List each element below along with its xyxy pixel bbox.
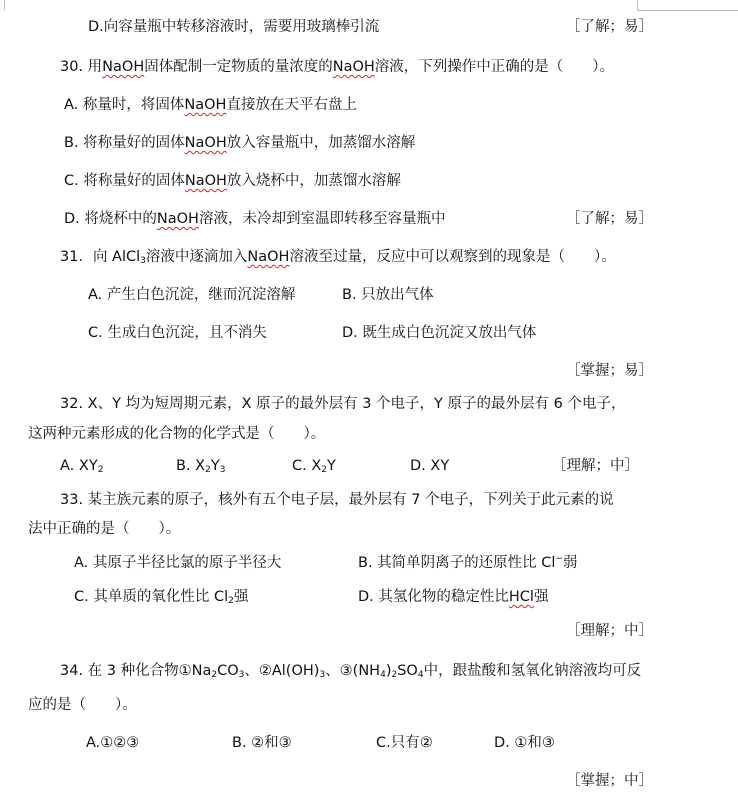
q33-tag: ［理解；中］ [566, 623, 653, 639]
subscript: 4 [417, 670, 424, 680]
naoh-term: NaOH [184, 173, 227, 189]
q34-stem-e: ) [385, 663, 392, 679]
q30-stem-b: 固体配制一定物质的量浓度的 [144, 59, 333, 75]
subscript: 2 [97, 465, 104, 475]
q32-option-d: D. XY [410, 458, 450, 474]
q30-option-b-post: 放入容量瓶中，加蒸馏水溶解 [226, 135, 416, 151]
q32-option-b [176, 456, 225, 476]
q30-option-d-pre: D. 将烧杯中的 [64, 211, 157, 227]
q34-option-a: A.①②③ [86, 735, 140, 751]
q34-stem-line1 [60, 661, 641, 681]
subscript: 4 [380, 670, 386, 680]
q34-stem-c: 、②Al(OH) [244, 663, 320, 679]
q32-option-a-text: A. XY [60, 458, 98, 474]
q34-stem-g: 中，跟盐酸和氢氧化钠溶液均可反 [423, 663, 642, 679]
q33-option-b-text: B. 其简单阴离子的还原性比 Cl [358, 555, 556, 571]
q33-option-c-post: 强 [233, 589, 249, 605]
naoh-term: NaOH [332, 59, 375, 75]
q32-option-b-mid: Y [210, 458, 220, 474]
q32-option-c-post: Y [327, 458, 336, 474]
q30-option-b [64, 133, 415, 153]
q31-tag: ［掌握；易］ [566, 363, 653, 379]
q32-option-a [60, 456, 103, 476]
q31-stem [60, 247, 616, 267]
q30-option-c [64, 171, 401, 191]
q30-option-c-pre: C. 将称量好的固体 [64, 173, 185, 189]
q34-option-c: C.只有② [376, 735, 433, 751]
q34-stem-f: SO [397, 663, 418, 679]
q30-option-d-post: 溶液，未冷却到室温即转移至容量瓶中 [198, 211, 446, 227]
q30-option-a-pre: A. 称量时，将固体 [64, 97, 185, 113]
q32-stem-line1: 32. X、Y 均为短周期元素，X 原子的最外层有 3 个电子，Y 原子的最外层有 6 个电子， [60, 396, 626, 412]
subscript: 2 [205, 465, 211, 475]
q29-option-d: D.向容量瓶中转移溶液时，需要用玻璃棒引流 [88, 19, 380, 35]
superscript: − [555, 554, 563, 564]
q30-option-a [64, 95, 357, 115]
naoh-term: NaOH [102, 59, 145, 75]
q34-option-b: B. ②和③ [232, 735, 292, 751]
q29-tag: ［了解；易］ [566, 19, 653, 35]
subscript: 2 [228, 596, 234, 606]
q30-stem-a: 30. 用 [60, 59, 103, 75]
q31-stem-c: 溶液至过量，反应中可以观察到的现象是（ ）。 [289, 249, 616, 265]
subscript: 2 [391, 670, 398, 680]
subscript: 3 [219, 465, 226, 475]
q34-stem-b: CO [217, 663, 239, 679]
q30-option-c-post: 放入烧杯中，加蒸馏水溶解 [226, 173, 401, 189]
q33-option-c [74, 587, 248, 607]
naoh-term: NaOH [184, 135, 227, 151]
q33-stem-line2: 法中正确的是（ ）。 [28, 521, 181, 537]
q30-option-b-pre: B. 将称量好的固体 [64, 135, 185, 151]
q33-option-d [358, 587, 548, 607]
subscript: 2 [211, 670, 218, 680]
q30-option-a-post: 直接放在天平右盘上 [226, 97, 357, 113]
page-corner-mark-right [637, 0, 738, 11]
q33-stem-line1: 33. 某主族元素的原子，核外有五个电子层，最外层有 7 个电子，下列关于此元素的说 [60, 492, 614, 508]
hcl-term: HCl [508, 589, 534, 605]
q31-stem-b: 溶液中逐滴加入 [145, 249, 248, 265]
q31-stem-a: 31．向 AlCl [60, 249, 141, 265]
q33-option-c-text: C. 其单质的氧化性比 Cl [74, 589, 229, 605]
q30-stem [60, 57, 614, 77]
q30-option-d [64, 209, 445, 229]
q30-stem-c: 溶液，下列操作中正确的是（ ）。 [374, 59, 615, 75]
q33-option-b [358, 553, 577, 573]
q34-option-d: D. ①和③ [494, 735, 555, 751]
q31-option-b: B. 只放出气体 [342, 287, 434, 303]
q34-stem-d: 、③(NH [325, 663, 381, 679]
q34-stem-a: 34. 在 3 种化合物①Na [60, 663, 212, 679]
page-corner-mark-left [0, 0, 5, 10]
q32-stem-line2: 这两种元素形成的化合物的化学式是（ ）。 [28, 426, 326, 442]
q34-tag: ［掌握；中］ [566, 773, 653, 789]
q30-tag: ［了解；易］ [566, 211, 653, 227]
subscript: 2 [321, 465, 328, 475]
q33-option-d-post: 强 [533, 589, 549, 605]
naoh-term: NaOH [247, 249, 290, 265]
q33-option-d-pre: D. 其氢化物的稳定性比 [358, 589, 509, 605]
q32-option-c-text: C. X [292, 458, 322, 474]
q31-option-c: C. 生成白色沉淀，且不消失 [88, 325, 267, 341]
q32-option-c [292, 456, 336, 476]
subscript: 3 [319, 670, 326, 680]
subscript: 3 [238, 670, 245, 680]
q33-option-b-post: 弱 [562, 555, 578, 571]
q32-tag: ［理解；中］ [552, 458, 639, 474]
q34-stem-line2: 应的是（ ）。 [28, 697, 137, 713]
q33-option-a: A. 其原子半径比氯的原子半径大 [74, 555, 282, 571]
subscript: 3 [140, 256, 146, 266]
q32-option-b-text: B. X [176, 458, 206, 474]
naoh-term: NaOH [156, 211, 199, 227]
q31-option-d: D. 既生成白色沉淀又放出气体 [342, 325, 537, 341]
naoh-term: NaOH [184, 97, 227, 113]
q31-option-a: A. 产生白色沉淀，继而沉淀溶解 [88, 287, 296, 303]
